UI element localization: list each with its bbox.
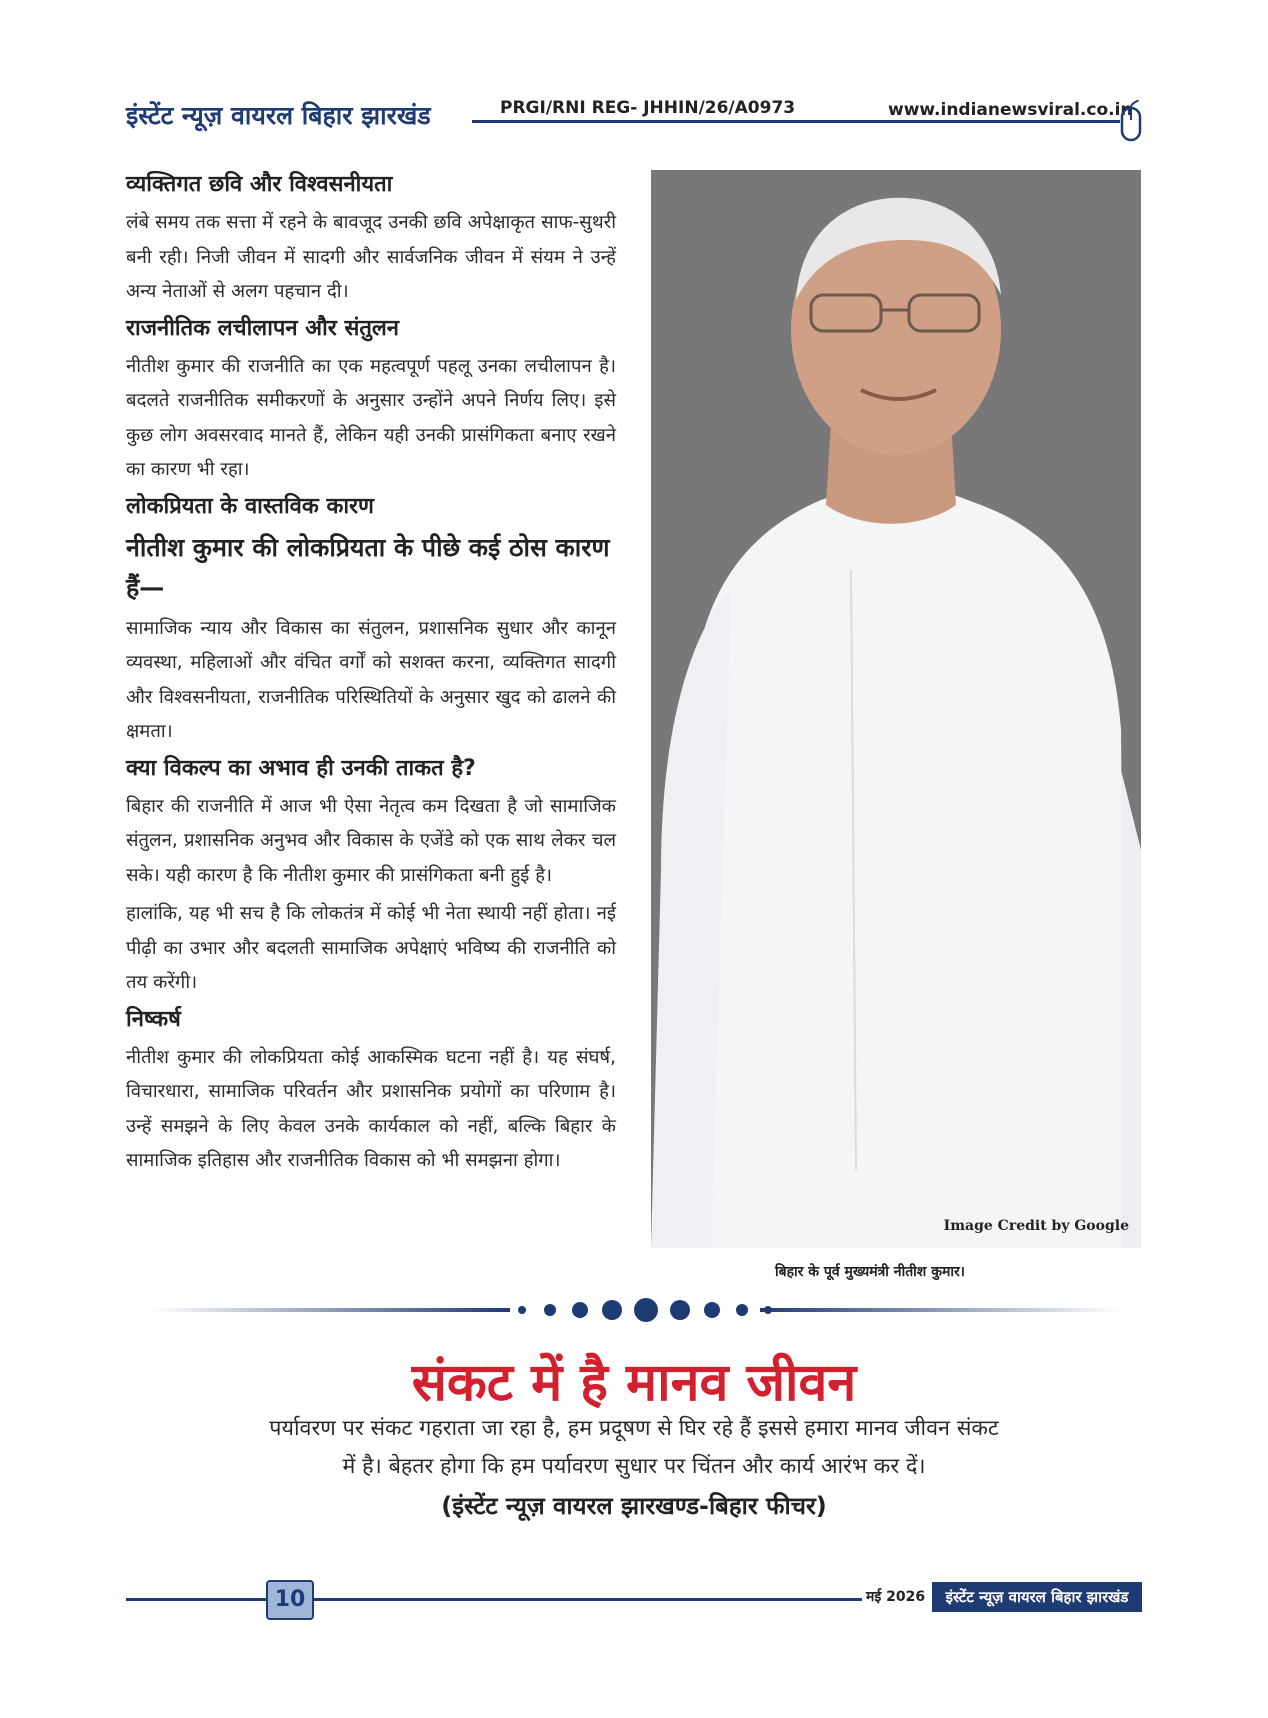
image-credit: Image Credit by Google [943, 1218, 1129, 1234]
footer-rule-right [314, 1598, 862, 1601]
article-column [126, 170, 616, 1183]
portrait-photo [651, 170, 1141, 1248]
section-paragraph: नीतीश कुमार की राजनीति का एक महत्वपूर्ण पहलू उनका लचीलापन है। बदलते राजनीतिक समीकरणों के अनुसार उन्होंने अपने निर्णय लिए। इसे कुछ लोग अवसरवाद मानते हैं, लेकिन यही उनकी प्रासंगिकता बनाए रखने का कारण भी रहा। [126, 355, 616, 480]
section-paragraph: सामाजिक न्याय और विकास का संतुलन, प्रशासनिक सुधार और कानून व्यवस्था, महिलाओं और वंचित वर्गों को सशक्त करना, व्यक्तिगत सादगी और विश्वसनीयता, राजनीतिक परिस्थितियों के अनुसार खुद को ढालने की क्षमता। [126, 617, 616, 742]
section-heading: क्या विकल्प का अभाव ही उनकी ताकत है? [126, 755, 476, 781]
section-paragraph: लंबे समय तक सत्ता में रहने के बावजूद उनकी छवि अपेक्षाकृत साफ-सुथरी बनी रही। निजी जीवन में सादगी और सार्वजनिक जीवन में संयम ने उन्हें अन्य नेताओं से अलग पहचान दी। [126, 212, 616, 302]
section-heading: व्यक्तिगत छवि और विश्वसनीयता [126, 172, 393, 197]
section-heading: लोकप्रियता के वास्तविक कारण [126, 493, 374, 519]
registration-number: PRGI/RNI REG- JHHIN/26/A0973 [500, 98, 796, 118]
feature-text-line-1: पर्यावरण पर संकट गहराता जा रहा है, हम प्रदूषण से घिर रहे हैं इससे हमारा मानव जीवन संकट [269, 1416, 999, 1441]
header-rule [472, 120, 1120, 123]
feature-credit: (इंस्टेंट न्यूज़ वायरल झारखण्ड-बिहार फीचर) [441, 1492, 827, 1520]
photo-caption: बिहार के पूर्व मुख्यमंत्री नीतीश कुमार। [775, 1264, 965, 1280]
page-number: 10 [266, 1580, 314, 1620]
section-heading: नीतीश कुमार की लोकप्रियता के पीछे कई ठोस कारण हैं— [126, 532, 610, 602]
section-heading: निष्कर्ष [126, 1006, 181, 1032]
portrait-illustration [651, 170, 1141, 1248]
website-link[interactable]: www.indianewsviral.co.in [888, 100, 1133, 120]
feature-text-line-2: में है। बेहतर होगा कि हम पर्यावरण सुधार पर चिंतन और कार्य आरंभ कर दें। [342, 1454, 926, 1479]
publication-title: इंस्टेंट न्यूज़ वायरल बिहार झारखंड [126, 101, 431, 130]
section-heading: राजनीतिक लचीलापन और संतुलन [126, 315, 399, 341]
issue-date: मई 2026 [866, 1589, 926, 1605]
feature-title: संकट में है मानव जीवन [411, 1353, 857, 1413]
section-paragraph: हालांकि, यह भी सच है कि लोकतंत्र में कोई भी नेता स्थायी नहीं होता। नई पीढ़ी का उभार और बदलती सामाजिक अपेक्षाएं भविष्य की राजनीति को तय करेंगी। [126, 903, 616, 993]
decorative-divider [150, 1290, 1120, 1330]
section-paragraph: नीतीश कुमार की लोकप्रियता कोई आकस्मिक घटना नहीं है। यह संघर्ष, विचारधारा, सामाजिक परिवर्तन और प्रशासनिक प्रयोगों का परिणाम है। उन्हें समझने के लिए केवल उनके कार्यकाल को नहीं, बल्कि बिहार के सामाजिक इतिहास और राजनीतिक विकास को भी समझना होगा। [126, 1046, 616, 1171]
section-paragraph: बिहार की राजनीति में आज भी ऐसा नेतृत्व कम दिखता है जो सामाजिक संतुलन, प्रशासनिक अनुभव और विकास के एजेंडे को एक साथ लेकर चल सके। यही कारण है कि नीतीश कुमार की प्रासंगिकता बनी हुई है। [126, 795, 616, 886]
footer-rule-left [126, 1598, 266, 1601]
mouse-icon [1120, 100, 1142, 142]
footer-publication: इंस्टेंट न्यूज़ वायरल बिहार झारखंड [932, 1582, 1142, 1612]
